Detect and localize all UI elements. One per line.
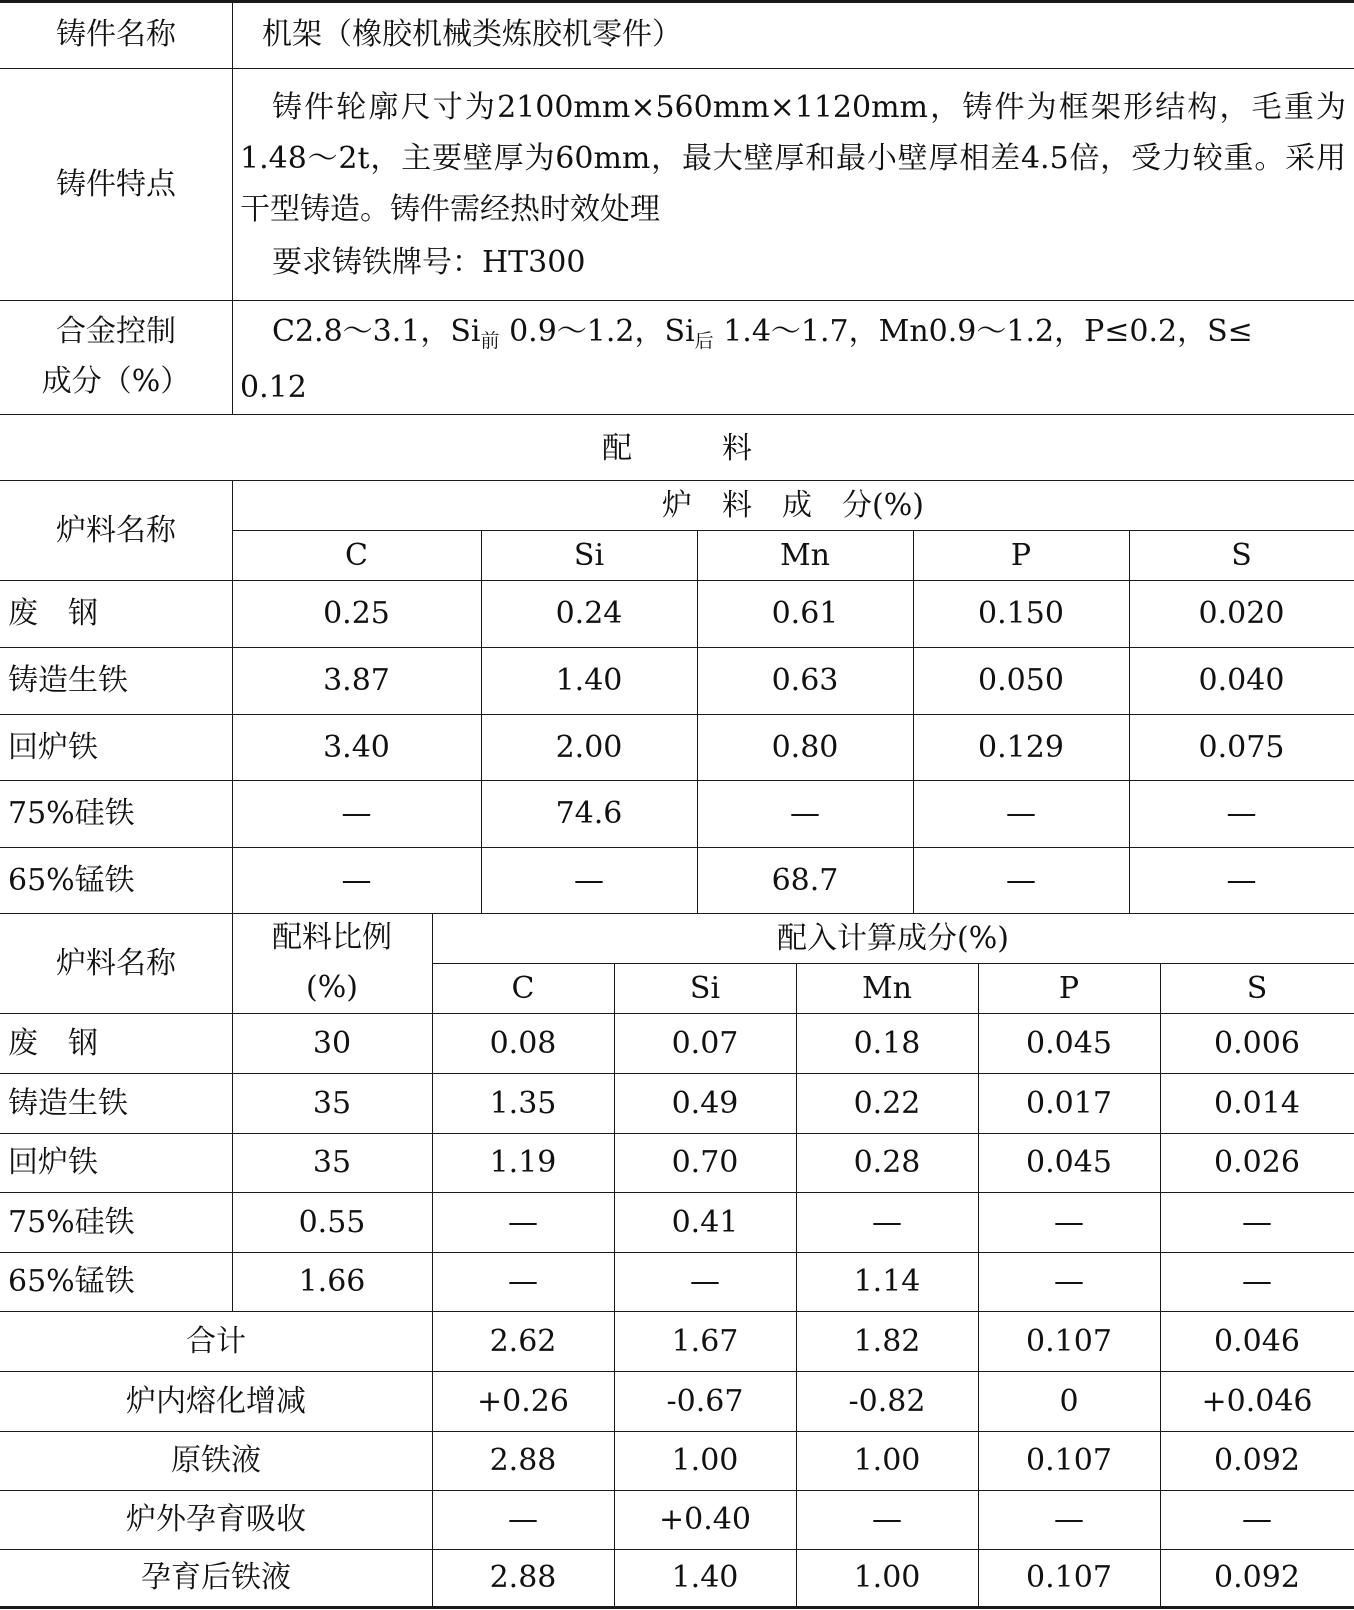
table-cell: 0.107 <box>1026 1560 1112 1595</box>
table-row-label: 75%硅铁 <box>8 1204 135 1240</box>
charge-composition-table <box>0 480 1354 912</box>
table-cell: — <box>1006 862 1036 898</box>
table-cell: — <box>1242 1502 1272 1537</box>
table-cell: 0.020 <box>1198 596 1285 631</box>
table-cell: — <box>690 1264 720 1299</box>
table-cell: 0.24 <box>555 596 623 631</box>
table-cell: 30 <box>312 1025 352 1061</box>
table-cell: 1.82 <box>853 1323 921 1359</box>
composition-name-header: 炉料名称 <box>56 512 176 548</box>
table-cell: 1.00 <box>853 1443 921 1478</box>
table-cell: 1.66 <box>298 1264 366 1299</box>
table-cell: — <box>341 862 372 898</box>
composition-col-p: P <box>1010 537 1032 573</box>
table-cell: 1.40 <box>671 1560 739 1595</box>
table-cell: 1.19 <box>489 1145 557 1180</box>
composition-col-s: S <box>1231 537 1252 573</box>
calc-col-mn: Mn <box>861 970 913 1006</box>
table-cell: 2.00 <box>555 729 623 765</box>
table-cell: 68.7 <box>771 862 839 898</box>
table-cell: — <box>872 1502 902 1537</box>
table-cell: 0.075 <box>1198 729 1285 765</box>
table-cell: 2.62 <box>489 1323 557 1359</box>
table-row-label: 回炉铁 <box>8 729 98 765</box>
table-cell: — <box>574 862 604 898</box>
alloy-si-post: Si <box>664 314 695 349</box>
table-cell: — <box>872 1204 902 1240</box>
table-cell: 0.026 <box>1214 1145 1300 1180</box>
table-cell: 0.017 <box>1026 1085 1112 1121</box>
table-cell: 0.092 <box>1214 1443 1300 1478</box>
table-cell: 0.08 <box>489 1025 557 1061</box>
table-cell: — <box>508 1204 538 1240</box>
table-cell: -0.67 <box>666 1383 744 1419</box>
table-cell: 0.49 <box>671 1085 739 1121</box>
calc-group-header: 配入计算成分(%) <box>777 920 1009 956</box>
table-row-label: 65%锰铁 <box>8 862 135 898</box>
alloy-carbon: C2.8～3.1， <box>272 314 451 349</box>
table-cell: +0.26 <box>477 1383 569 1419</box>
table-cell: 0.014 <box>1214 1085 1300 1121</box>
info-block <box>0 0 1354 416</box>
table-cell: 3.40 <box>323 729 390 765</box>
table-cell: 0.61 <box>771 596 839 631</box>
calc-col-s: S <box>1246 970 1268 1006</box>
table-cell: — <box>1054 1502 1084 1537</box>
alloy-si-post-value: 1.4～1.7，Mn0.9～1.2，P≤0.2，S≤ <box>713 314 1253 349</box>
table-cell: 0.040 <box>1198 663 1285 698</box>
table-cell: -0.82 <box>848 1383 926 1419</box>
calc-col-si: Si <box>689 970 721 1006</box>
casting-name-value: 机架（橡胶机械类炼胶机零件） <box>262 16 682 52</box>
composition-group-header: 炉 料 成 分(%) <box>662 487 924 523</box>
alloy-si-post-sub: 后 <box>694 330 714 352</box>
section-title: 配 料 <box>602 430 752 466</box>
table-cell: — <box>1226 862 1257 898</box>
table-cell: — <box>1226 796 1257 831</box>
table-cell: 35 <box>312 1145 352 1180</box>
table-cell: 1.35 <box>489 1085 557 1121</box>
table-cell: — <box>1242 1204 1272 1240</box>
alloy-control-label <box>0 300 232 414</box>
ratio-header-line1: 配料比例 <box>272 920 392 955</box>
casting-name-label: 铸件名称 <box>56 16 176 52</box>
table-row-label: 75%硅铁 <box>8 796 135 831</box>
table-row-label: 回炉铁 <box>8 1145 98 1180</box>
table-cell: 0.28 <box>853 1145 921 1180</box>
table-cell: — <box>341 796 372 831</box>
table-cell: 0.045 <box>1026 1145 1112 1180</box>
table-cell: 1.14 <box>853 1264 921 1299</box>
table-cell: 3.87 <box>323 663 390 698</box>
table-cell: — <box>1006 796 1036 831</box>
table-cell: +0.046 <box>1201 1383 1313 1419</box>
casting-grade-requirement: 要求铸铁牌号：HT300 <box>272 245 586 280</box>
casting-features-label: 铸件特点 <box>56 166 176 202</box>
table-row-label: 65%锰铁 <box>8 1264 135 1299</box>
table-cell: 0.150 <box>978 596 1064 631</box>
alloy-control-values-line2: 0.12 <box>240 370 307 405</box>
table-cell: 0.41 <box>671 1204 739 1240</box>
table-cell: 0.045 <box>1026 1025 1112 1061</box>
composition-col-mn: Mn <box>779 537 831 573</box>
calc-name-header: 炉料名称 <box>56 945 176 981</box>
casting-features-text: 铸件轮廓尺寸为2100mm×560mm×1120mm，铸件为框架形结构，毛重为1.48～2t，主要壁厚为60mm，最大壁厚和最小壁厚相差4.5倍，受力较重。采用干型铸造。铸件需经热时效处理 <box>240 90 1346 227</box>
calc-ratio-header <box>232 913 432 1013</box>
table-cell: 1.00 <box>853 1560 921 1595</box>
table-cell: 0.129 <box>978 729 1064 765</box>
table-cell: — <box>1054 1264 1084 1299</box>
table-cell: 35 <box>312 1085 352 1121</box>
alloy-si-pre-value: 0.9～1.2， <box>499 314 665 349</box>
alloy-si-pre: Si <box>450 314 481 349</box>
table-cell: 0 <box>1059 1383 1079 1419</box>
table-cell: 1.00 <box>671 1443 739 1478</box>
table-cell: 0.046 <box>1214 1323 1300 1359</box>
calc-col-p: P <box>1058 970 1080 1006</box>
table-cell: — <box>508 1502 538 1537</box>
composition-col-c: C <box>345 537 368 573</box>
calc-col-c: C <box>511 970 535 1006</box>
table-cell: 0.70 <box>671 1145 739 1180</box>
composition-col-si: Si <box>573 537 605 573</box>
summary-row-label: 合计 <box>186 1323 246 1359</box>
alloy-label-line1: 合金控制 <box>55 314 176 349</box>
table-cell: 0.050 <box>978 663 1064 698</box>
table-cell: 0.55 <box>298 1204 366 1240</box>
table-cell: 0.22 <box>853 1085 921 1121</box>
table-cell: 74.6 <box>555 796 623 831</box>
table-cell: 0.25 <box>323 596 390 631</box>
summary-row-label: 孕育后铁液 <box>141 1560 291 1595</box>
table-cell: — <box>1242 1264 1272 1299</box>
table-row-label: 废 钢 <box>8 596 98 631</box>
summary-row-label: 炉内熔化增减 <box>126 1383 306 1419</box>
alloy-control-values <box>272 306 1253 367</box>
table-cell: 2.88 <box>489 1443 557 1478</box>
table-cell: 0.107 <box>1026 1323 1112 1359</box>
table-row-label: 铸造生铁 <box>8 1085 128 1121</box>
table-cell: 0.07 <box>671 1025 739 1061</box>
table-cell: — <box>790 796 820 831</box>
table-cell: 0.107 <box>1026 1443 1112 1478</box>
table-cell: +0.40 <box>659 1502 751 1537</box>
summary-row-label: 原铁液 <box>171 1443 261 1478</box>
table-row-label: 废 钢 <box>8 1025 98 1061</box>
table-cell: 0.63 <box>771 663 839 698</box>
charge-calc-table <box>0 913 1354 1610</box>
alloy-label-line2: 成分（%） <box>41 364 191 399</box>
table-cell: — <box>508 1264 538 1299</box>
table-cell: 1.40 <box>555 663 623 698</box>
table-cell: 0.092 <box>1214 1560 1300 1595</box>
alloy-si-pre-sub: 前 <box>480 330 500 352</box>
table-row-label: 铸造生铁 <box>8 663 128 698</box>
table-cell: — <box>1054 1204 1084 1240</box>
table-cell: 0.006 <box>1214 1025 1300 1061</box>
table-cell: 1.67 <box>671 1323 739 1359</box>
ratio-header-line2: (%) <box>306 970 358 1005</box>
table-cell: 0.80 <box>771 729 839 765</box>
summary-row-label: 炉外孕育吸收 <box>126 1502 306 1537</box>
table-cell: 0.18 <box>853 1025 921 1061</box>
table-cell: 2.88 <box>489 1560 557 1595</box>
